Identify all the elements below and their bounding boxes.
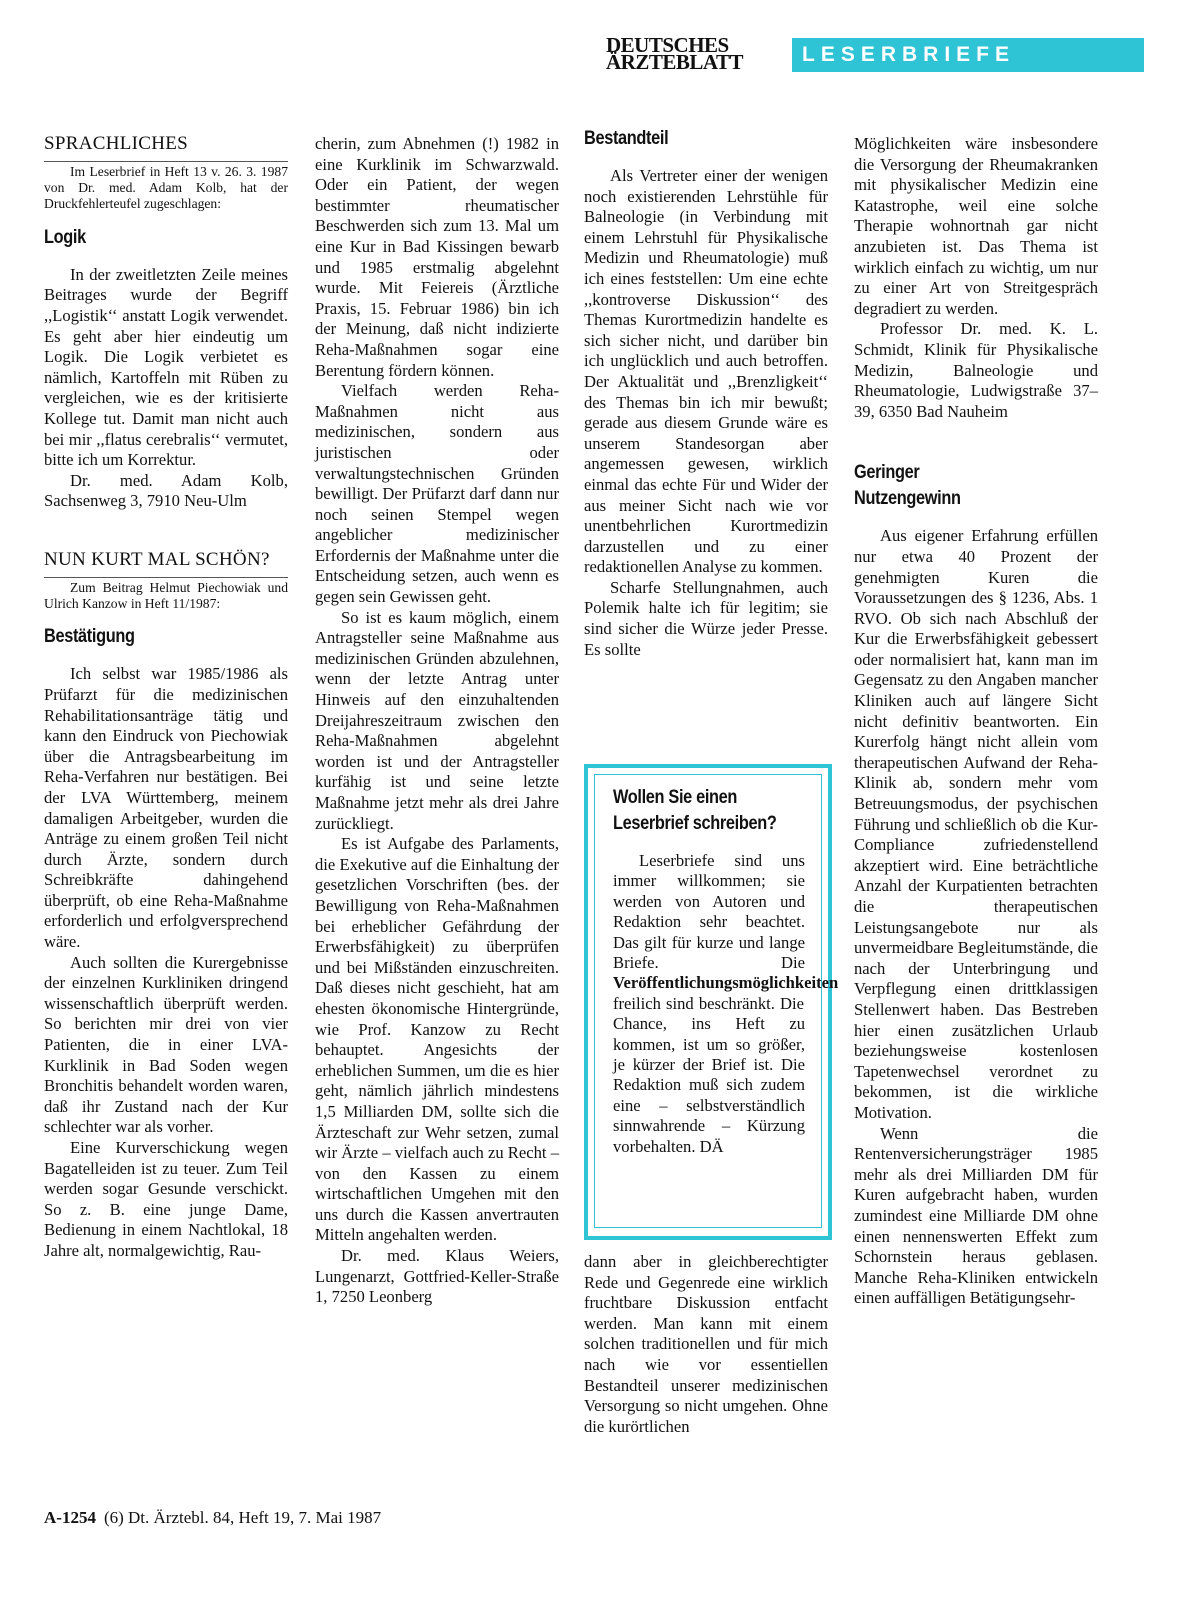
info-box-heading-line-2: Leserbrief schreiben?: [613, 813, 777, 834]
letter-heading-bestandteil: Bestandteil: [584, 128, 669, 149]
signature: Dr. med. Klaus Weiers, Lungenarzt, Gottfried-Keller-Straße 1, 7250 Leonberg: [315, 1246, 559, 1307]
paragraph: Ich selbst war 1985/1986 als Prüfarzt für die medizinischen Rehabilitationsanträge tätig und kann den Eindruck von Piechowiak über die Antragsbearbeitung im Reha-Verfahren nur bestätigen. Bei der LVA Württemberg, meinem damaligen Arbeitgeber, wurden die Anträge zu einem großen Teil nicht durch Ärzte, sondern durch Schreibkräfte dahingehend überprüft, ob eine Reha-Maßnahme erforderlich und erfolgversprechend wäre.: [44, 664, 288, 952]
issue-info: (6) Dt. Ärztebl. 84, Heft 19, 7. Mai 1987: [103, 1508, 382, 1527]
paragraph: Möglichkeiten wäre insbesondere die Versorgung der Rheumakranken mit physikalischer Medizin eine Katastrophe, weil eine solche Therapie wohnortnah gar nicht anzubieten ist. Das Thema ist wirklich einfach zu wichtig, um nur zu einer Art von Streitgespräch degradiert zu werden.: [854, 134, 1098, 318]
section-band: LESERBRIEFE: [792, 38, 1144, 72]
brand-line-2: ÄRZTEBLATT: [606, 50, 743, 74]
paragraph: In der zweitletzten Zeile meines Beitrages wurde der Begriff ,,Logistik‘‘ anstatt Logik verwendet. Es geht aber hier eindeutig um Logik. Die Logik verbietet es nämlich, Kartoffeln mit Rüben zu vergleichen, wie es der kritisierte Kollege tut. Damit man nicht auch bei mir ,,flatus cerebralis‘‘ vermutet, bitte ich um Korrektur.: [44, 264, 288, 470]
signature: Professor Dr. med. K. L. Schmidt, Klinik für Physikalische Medizin, Balneologie und Rheumatologie, Ludwigstraße 37–39, 6350 Bad Nauheim: [854, 319, 1098, 421]
masthead: [606, 33, 1144, 74]
paragraph: Wenn die Rentenversicherungsträger 1985 mehr als drei Milliarden DM für Kuren aufgebracht haben, wurden zumindest eine Milliarde DM ohne einen nennenswerten Effekt zum Schornstein heraus geblasen. Manche Reha-Kliniken entwickeln einen auffälligen Betätigungsehr-: [854, 1123, 1098, 1308]
paragraph: Es ist Aufgabe des Parlaments, die Exekutive auf die Einhaltung der gesetzlichen Vorschriften (bes. der Bewilligung von Reha-Maßnahmen bei erheblicher Gefährdung der Erwerbsfähigkeit) zu überprüfen und bei Mißständen einzuschreiten. Daß dieses nicht geschieht, hat am ehesten ökonomische Hintergründe, wie Prof. Kanzow zu Recht behauptet. Angesichts der erheblichen Summen, um die es hier geht, nämlich jährlich mindestens 1,5 Milliarden DM, sollte sich die Ärzteschaft zur Wehr setzen, zumal wir Ärzte – vielfach auch zu Recht – von den Kassen zu einem wirtschaftlichen Umgehen mit den uns durch die Kassen anvertrauten Mitteln angehalten werden.: [315, 834, 559, 1245]
paragraph: cherin, zum Abnehmen (!) 1982 in eine Kurklinik im Schwarzwald. Oder ein Patient, der wegen bestimmter rheumatischer Beschwerden sich zum 13. Mal um eine Kur in Bad Kissingen bewarb und 1985 erstmalig abgelehnt wurde. Mit Feiereis (Ärztliche Praxis, 15. Februar 1986) bin ich der Meinung, daß nicht indizierte Reha-Maßnahmen sogar eine Berentung fördern können.: [315, 134, 559, 380]
spacer: [44, 512, 288, 550]
paragraph: dann aber in gleichberechtigter Rede und Gegenrede eine wirklich fruchtbare Diskussion entfacht werden. Man kann mit einem solchen traditionellen und für mich nach wie vor essentiellen Bestandteil unserer medizinischen Versorgung so nicht umgehen. Ohne die kurörtlichen: [584, 1252, 828, 1436]
paragraph: Vielfach werden Reha-Maßnahmen nicht aus medizinischen, sondern aus juristischen oder verwaltungstechnischen Gründen bewilligt. Der Prüfarzt darf dann nur noch seinen Stempel wegen angeblicher medizinischer Erfordernis der Maßnahme unter die Entscheidung setzen, auch wenn es gegen sein Gewissen geht.: [315, 381, 559, 607]
info-box-inner: [594, 774, 839, 1228]
heading-line-2: Nutzengewinn: [854, 488, 961, 510]
column-3-top: [584, 126, 828, 660]
column-4: [854, 134, 1098, 1309]
section-title-nun-kurt: NUN KURT MAL SCHÖN?: [44, 550, 288, 578]
brand-line-1: DEUTSCHES: [606, 33, 729, 57]
column-1: [44, 134, 288, 1262]
info-box-text: [613, 851, 839, 1157]
column-3-bottom: [584, 1252, 828, 1437]
heading-line-1: Geringer: [854, 462, 920, 484]
page-number: A-1254: [44, 1508, 96, 1527]
intro-text: Zum Beitrag Helmut Piechowiak und Ulrich Kanzow in Heft 11/1987:: [44, 579, 288, 611]
page-footer: [44, 1508, 381, 1528]
info-box-heading-line-1: Wollen Sie einen: [613, 787, 738, 808]
letter-heading-nutzengewinn: [854, 460, 1064, 512]
paragraph: Aus eigener Erfahrung erfüllen nur etwa 40 Prozent der genehmigten Kuren die Voraussetzungen des § 1236, Abs. 1 RVO. Ob sich nach Abschluß der Kur die Erwerbsfähigkeit gebessert oder normalisiert hat, kann man im Gegensatz zu den Angaben mancher Kliniken auch auf längere Sicht nicht definitiv beantworten. Ein Kurerfolg hängt nicht allein vom therapeutischen Aufwand der Reha-Klinik ab, sondern mehr vom Betreuungsmodus, der psychischen Führung und schließlich ob die Kur-Compliance zufriedenstellend akzeptiert wird. Eine beträchtliche Anzahl der Kurpatienten betrachten die therapeutischen Leistungsangebote nur als unvermeidbare Begleitumstände, die nach der Unterbringung und Verpflegung einen drittklassigen Stellenwert haben. Das Bestreben hier einen zusätzlichen Urlaub beziehungsweise kostenlosen Tapetenwechsel verordnet zu bekommen, ist die wirkliche Motivation.: [854, 526, 1098, 1122]
info-box-heading: [613, 785, 778, 837]
intro-text: Im Leserbrief in Heft 13 v. 26. 3. 1987 von Dr. med. Adam Kolb, hat der Druckfehlerteufel zugeschlagen:: [44, 163, 288, 212]
column-2: [315, 134, 559, 1308]
info-box-text-a: Leserbriefe sind uns immer willkommen; sie werden von Autoren und Redaktion sehr beachtet. Das gilt für kurze und lange Briefe. Die: [613, 851, 805, 973]
info-box-text-bold: Veröffentlichungsmöglichkeiten: [613, 973, 839, 993]
paragraph: Scharfe Stellungnahmen, auch Polemik halte ich für legitim; sie sind sicher die Würze jeder Presse. Es sollte: [584, 577, 828, 659]
paragraph: Auch sollten die Kurergebnisse der einzelnen Kurkliniken dringend wissenschaftlich überprüft werden. So berichten mir drei von vier Patienten, die in einer LVA-Kurklinik in Bad Soden wegen Bronchitis behandelt worden waren, daß ihr Zustand nach der Kur schlechter war als vorher.: [44, 952, 288, 1137]
signature: Dr. med. Adam Kolb, Sachsenweg 3, 7910 Neu-Ulm: [44, 470, 288, 511]
info-box-text-b: freilich sind beschränkt. Die Chance, ins Heft zu kommen, ist um so größer, je kürzer der Brief ist. Die Redaktion muß sich zudem eine – selbstverständlich sinnwahrende – Kürzung vorbehalten. DÄ: [613, 993, 805, 1156]
section-title-sprachliches: SPRACHLICHES: [44, 134, 288, 162]
spacer: [854, 422, 1098, 448]
letter-heading-bestaetigung: Bestätigung: [44, 626, 135, 648]
letter-heading-logik: Logik: [44, 226, 86, 248]
paragraph: Eine Kurverschickung wegen Bagatelleiden ist zu teuer. Zum Teil werden sogar Gesunde verschickt. So z. B. eine junge Dame, Bedienung in einem Nachtlokal, 18 Jahre alt, normalgewichtig, Rau-: [44, 1138, 288, 1260]
paragraph: So ist es kaum möglich, einem Antragsteller seine Maßnahme aus medizinischen Gründen abzulehnen, wenn der letzte Antrag unter Hinweis auf den einzuhaltenden Dreijahreszeitraum zwischen den Reha-Maßnahmen abgelehnt worden ist und der Antragsteller kurfähig ist und seine letzte Maßnahme jetzt mehr als drei Jahre zurückliegt.: [315, 607, 559, 833]
paragraph: Als Vertreter einer der wenigen noch existierenden Lehrstühle für Balneologie (in Verbindung mit einem Lehrstuhl für Physikalische Medizin und Rheumatologie) muß ich eines feststellen: Um eine echte ,,kontroverse Diskussion‘‘ des Themas Kurortmedizin handelte es sich sicher nicht, und darüber bin ich unglücklich und auch betroffen. Der Aktualität und ,,Brenzligkeit‘‘ des Themas bin ich mir bewußt; gerade aus diesem Grunde wäre es unserem Standesorgan aber angemessen gewesen, wirklich einmal das echte Für und Wider der aus meiner Sicht nach wie vor unentbehrlichen Kurortmedizin darzustellen und zu einer redaktionellen Analyse zu kommen.: [584, 166, 828, 577]
info-box-leserbrief: [584, 764, 839, 1240]
brand-logo: [606, 33, 786, 74]
